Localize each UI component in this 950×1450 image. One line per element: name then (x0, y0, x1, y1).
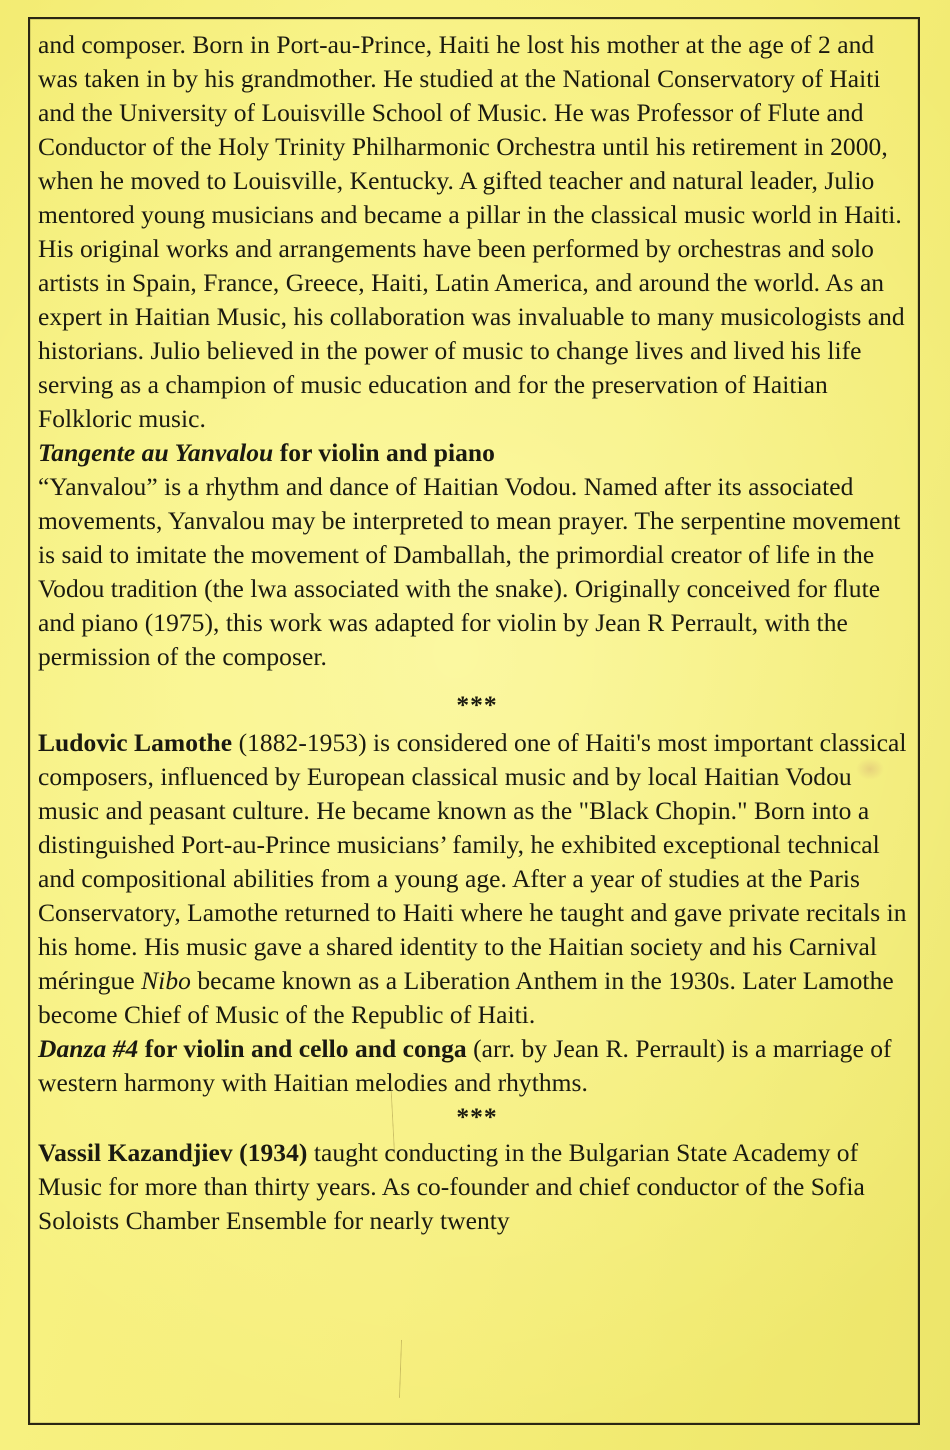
paragraph-composer-kazandjiev (38, 1136, 916, 1238)
biography-continued-text: and composer. Born in Port-au-Prince, Haiti he lost his mother at the age of 2 and was taken in by his grandmother. He studied at the National Conservatory of Haiti and the University of Louisville School of Music. He was Professor of Flute and Conductor of the Holy Trinity Philharmonic Orchestra until his retirement in 2000, when he moved to Louisville, Kentucky. A gifted teacher and natural leader, Julio mentored young musicians and became a pillar in the classical music world in Haiti. His original works and arrangements have been performed by orchestras and solo artists in Spain, France, Greece, Haiti, Latin America, and around the world. As an expert in Haitian Music, his collaboration was invaluable to many musicologists and historians. Julio believed in the power of music to change lives and lived his life serving as a champion of music education and for the preservation of Haitian Folkloric music. (38, 30, 905, 433)
work-heading-tangente-au-yanvalou (38, 436, 916, 470)
composer-dates-lamothe: (1882-1953) (232, 728, 367, 757)
paragraph-tangente-description (38, 470, 916, 674)
work-title-italic-danza: Danza #4 (38, 1034, 139, 1063)
tangente-description-text: “Yanvalou” is a rhythm and dance of Haitian Vodou. Named after its associated movements, Yanvalou may be interpreted to mean prayer. The serpentine movement is said to imitate the movement of Damballah, the primordial creator of life in the Vodou tradition (the lwa associated with the snake). Originally conceived for flute and piano (1975), this work was adapted for violin by Jean R Perrault, with the permission of the composer. (38, 472, 901, 671)
composer-name-lamothe: Ludovic Lamothe (38, 728, 233, 757)
separator-asterisks-2: *** (456, 1102, 498, 1131)
paragraph-work-danza (38, 1032, 916, 1100)
program-notes-text-block (38, 28, 916, 1418)
lamothe-bio-part-2: became known as a Liberation Anthem in the 1930s. Later Lamothe become Chief of Music of the Republic of Haiti. (38, 966, 894, 1029)
danza-description-text: (arr. by Jean R. Perrault) is a marriage of western harmony with Haitian melodies and rhythms. (38, 1034, 892, 1097)
lamothe-work-title-nibo: Nibo (141, 966, 191, 995)
kazandjiev-bio-text: taught conducting in the Bulgarian State Academy of Music for more than thirty years. As co-founder and chief conductor of the Sofia Soloists Chamber Ensemble for nearly twenty (38, 1138, 865, 1235)
work-title-italic-tangente: Tangente au Yanvalou (38, 438, 274, 467)
lamothe-bio-part-1: is considered one of Haiti's most important classical composers, influenced by European classical music and by local Haitian Vodou music and peasant culture. He became known as the "Black Chopin." Born into a distinguished Port-au-Prince musicians’ family, he exhibited exceptional technical and compositional abilities from a young age. After a year of studies at the Paris Conservatory, Lamothe returned to Haiti where he taught and gave private recitals in his home. His music gave a shared identity to the Haitian society and his Carnival méringue (38, 728, 907, 995)
paragraph-biography-continued (38, 28, 916, 436)
separator-asterisks-1: *** (456, 690, 498, 719)
work-instrumentation-danza: for violin and cello and conga (138, 1034, 467, 1063)
work-instrumentation-tangente: for violin and piano (273, 438, 495, 467)
section-separator-2 (38, 1100, 916, 1134)
composer-name-kazandjiev: Vassil Kazandjiev (1934) (38, 1138, 308, 1167)
section-separator-1 (38, 688, 916, 722)
paragraph-composer-lamothe (38, 726, 916, 1032)
